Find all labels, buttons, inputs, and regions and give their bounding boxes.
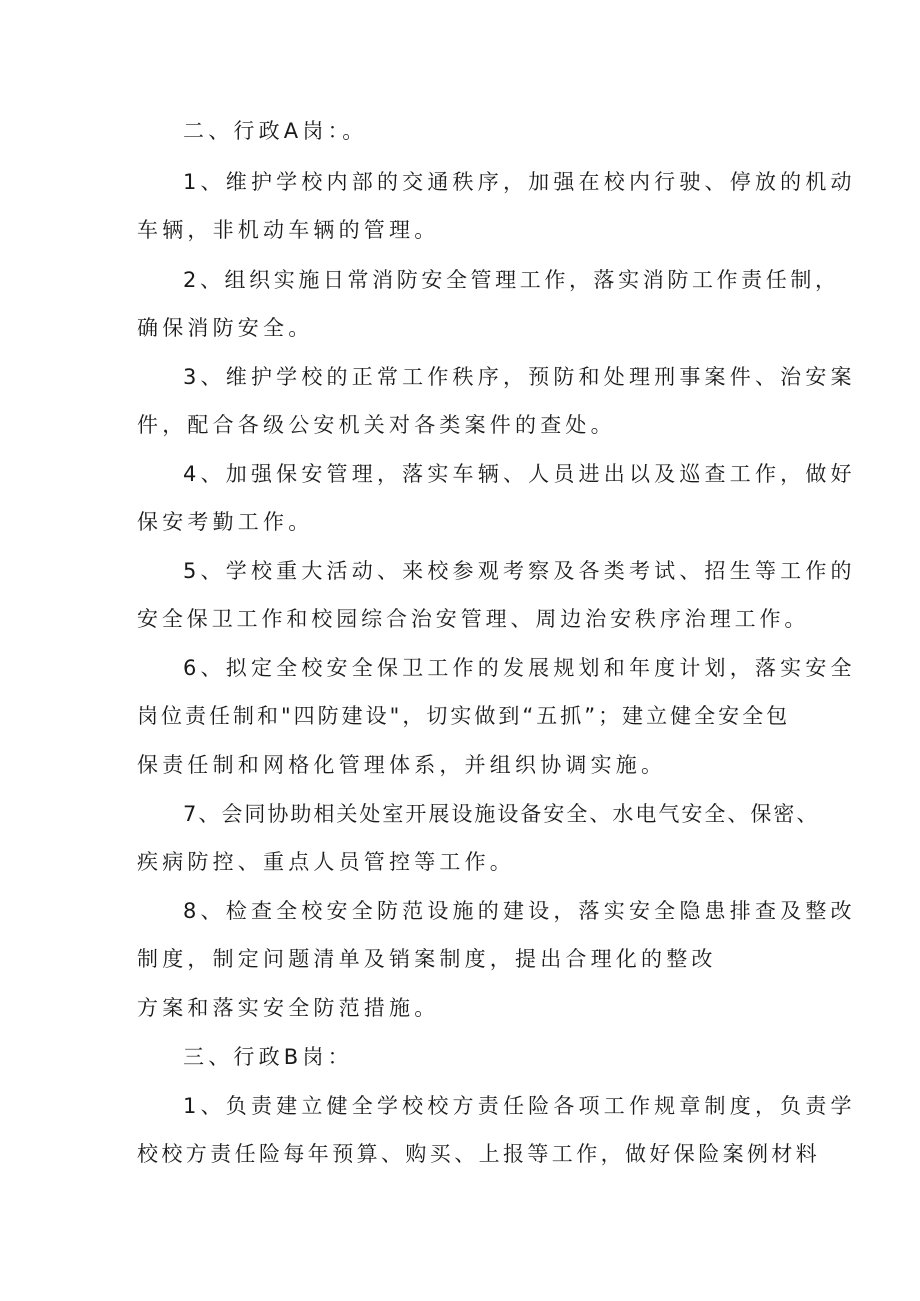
paragraph-line: 校校方责任险每年预算、购买、上报等工作，做好保险案例材料 [137, 1142, 821, 1166]
paragraph-line: 疾病防控、重点人员管控等工作。 [137, 850, 515, 874]
paragraph-line: 6、拟定全校安全保卫工作的发展规划和年度计划，落实安全 [183, 656, 856, 680]
paragraph-line: 2、组织实施日常消防安全管理工作，落实消防工作责任制， [183, 268, 840, 292]
paragraph-line: 件，配合各级公安机关对各类案件的查处。 [137, 413, 616, 437]
paragraph-line: 8、检查全校安全防范设施的建设，落实安全隐患排查及整改 [183, 899, 856, 923]
paragraph-line: 保责任制和网格化管理体系，并组织协调实施。 [137, 753, 667, 777]
paragraph-line: 3、维护学校的正常工作秩序，预防和处理刑事案件、治安案 [183, 365, 856, 389]
paragraph-line: 方案和落实安全防范措施。 [137, 996, 440, 1020]
paragraph-line: 1、维护学校内部的交通秩序，加强在校内行驶、停放的机动 [183, 170, 856, 194]
paragraph-line: 岗位责任制和"四防建设"，切实做到“五抓”；建立健全安全包 [137, 704, 791, 728]
paragraph-line: 4、加强保安管理，落实车辆、人员进出以及巡查工作，做好 [183, 462, 856, 486]
section-heading-admin-b: 三、行政B岗： [183, 1045, 353, 1069]
section-heading-admin-a: 二、行政A岗：。 [183, 119, 368, 143]
paragraph-line: 确保消防安全。 [137, 316, 314, 340]
paragraph-line: 1、负责建立健全学校校方责任险各项工作规章制度，负责学 [183, 1094, 856, 1118]
paragraph-line: 保安考勤工作。 [137, 510, 314, 534]
paragraph-line: 安全保卫工作和校园综合治安管理、周边治安秩序治理工作。 [137, 607, 810, 631]
paragraph-line: 7、会同协助相关处室开展设施设备安全、水电气安全、保密、 [183, 802, 820, 826]
paragraph-line: 车辆，非机动车辆的管理。 [137, 218, 440, 242]
paragraph-line: 制度，制定问题清单及销案制度，提出合理化的整改 [137, 947, 717, 971]
paragraph-line: 5、学校重大活动、来校参观考察及各类考试、招生等工作的 [183, 559, 856, 583]
